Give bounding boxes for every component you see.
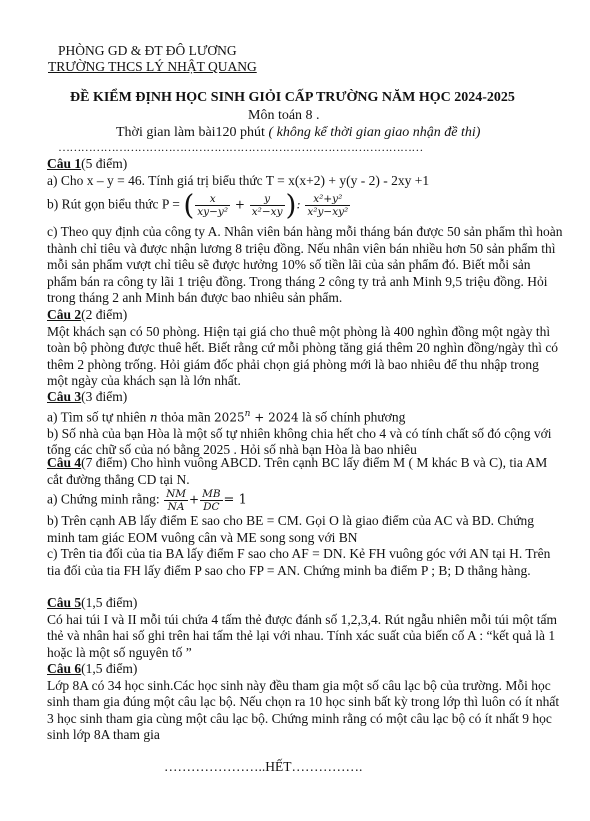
school-name: TRƯỜNG THCS LÝ NHẬT QUANG [48, 59, 257, 74]
plus-sign: + [231, 197, 249, 212]
q2-score: (2 điểm) [81, 307, 128, 322]
q1-part-c [47, 224, 563, 307]
question-5 [47, 595, 563, 661]
q3-a-suffix: là số chính phương [298, 409, 406, 425]
department-name: PHÒNG GD & ĐT ĐÔ LƯƠNG [58, 43, 237, 58]
frac-den: x²−xy [251, 206, 283, 218]
frac-num: MB [202, 488, 221, 500]
q3-a-base: 2025 [214, 410, 245, 425]
q6-text: Lớp 8A có 34 học sinh.Các học sinh này đều tham gia một số câu lạc bộ của trường. Mỗi học sinh tham gia đúng một câu lạc bộ. Nếu chọn ra 10 học sinh bất kỳ trong lớp thì luôn có ít nhất 3 học sinh tham gia cùng một câu lạc bộ. Chứng minh rằng có một câu lạc bộ có ít nhất 9 học sinh lớp 8A tham gia [47, 677, 560, 743]
q4-frac-2 [200, 488, 222, 513]
q2-title: Câu 2 [47, 307, 82, 322]
q1-part-b [47, 188, 351, 222]
q1-score: (5 điểm) [81, 156, 128, 171]
q4-rhs: = 1 [223, 492, 247, 508]
time-note: ( không kể thời gian giao nhận đề thi) [268, 125, 481, 140]
frac-num: NM [166, 488, 187, 500]
frac-den: xy−y² [197, 206, 229, 218]
q4-score: (7 điểm) [81, 455, 128, 470]
q4-part-a [47, 488, 247, 513]
q3-part-b: b) Số nhà của bạn Hòa là một số tự nhiên không chia hết cho 4 và có tính chất số đó cộng với tổng các chữ số của nó bằng 2025 . Hỏi số nhà bạn Hòa là bao nhiêu [47, 425, 552, 458]
q4-part-b: b) Trên cạnh AB lấy điểm E sao cho BE = CM. Gọi O là giao điểm của AC và BD. Chứng minh tam giác EOM vuông cân và ME song song với BN [47, 513, 535, 545]
frac-den: x²y−xy² [307, 206, 349, 218]
question-2 [47, 307, 563, 390]
subject-line: Môn toán 8 . [248, 108, 320, 123]
q4-plus: + [189, 492, 200, 507]
frac-den: DC [203, 501, 220, 513]
q4-part-c: c) Trên tia đối của tia BA lấy điểm F sao cho AF = DN. Kẻ FH vuông góc với AN tại H. Trên tia đối của tia FH lấy điểm P sao cho FP = AN. Chứng minh ba điểm P ; B; D thẳng hàng. [47, 546, 551, 578]
frac-den: NA [167, 501, 185, 513]
separator-dots: …………………………………………………………………………………… [58, 140, 423, 154]
q6-title: Câu 6 [47, 661, 82, 676]
q1-c-text: c) Theo quy định của công ty A. Nhân viên bán hàng mỗi tháng bán được 50 sản phẩm thì hoàn thành chỉ tiêu và được nhận lương 8 triệu đồng. Nếu nhân viên bán nhiều hơn 50 sản phẩm thì mỗi sản phẩm vượt chỉ tiêu sẽ được hưởng 10% số tiền lãi của sản phẩm đó. Biết mỗi sản phẩm bán ra công ty lãi 1 triệu đồng. Trong tháng 2 công ty trả anh Minh 9,5 triệu đồng. Hỏi trong tháng 2 anh Minh bán được bao nhiêu sản phẩm. [47, 224, 563, 306]
q6-score: (1,5 điểm) [81, 661, 138, 676]
q5-text: Có hai túi I và II mỗi túi chứa 4 tấm thẻ được đánh số 1,2,3,4. Rút ngẫu nhiên mỗi túi một tấm thẻ và nhân hai số ghi trên hai tấm thẻ lại với nhau. Tính xác suất của biến cố A : “kết quả là 1 hoặc là một số nguyên tố ” [47, 611, 557, 660]
q4-parts-bc [47, 513, 563, 579]
q3-part-a [47, 406, 563, 426]
q3-score: (3 điểm) [81, 389, 128, 404]
q1-b-prefix: b) Rút gọn biểu thức P = [47, 196, 184, 212]
q1-frac-2 [250, 193, 285, 218]
exam-title: ĐỀ KIỂM ĐỊNH HỌC SINH GIỎI CẤP TRƯỜNG NĂM HỌC 2024-2025 [70, 90, 515, 105]
q4-title: Câu 4 [47, 455, 82, 470]
div-sign: : [296, 197, 305, 212]
frac-num: x [195, 193, 230, 206]
q1-frac-1 [195, 193, 230, 218]
q3-a-var: n [149, 410, 158, 425]
q5-title: Câu 5 [47, 595, 82, 610]
paren-open: ( [183, 188, 195, 222]
q5-score: (1,5 điểm) [81, 595, 138, 610]
frac-num: y [250, 193, 285, 206]
q4-intro: Cho hình vuông ABCD. Trên cạnh BC lấy điểm M ( M khác B và C), tia AM cắt đường thẳng CD tại N. [47, 455, 548, 487]
q1-part-a: a) Cho x – y = 46. Tính giá trị biểu thức T = x(x+2) + y(y - 2) - 2xy +1 [47, 172, 430, 188]
q3-title: Câu 3 [47, 389, 82, 404]
q4-a-prefix: a) Chứng minh rằng: [47, 491, 164, 507]
question-1 [47, 156, 563, 189]
paren-close: ) [285, 188, 297, 222]
q3-a-mid: thỏa mãn [157, 409, 215, 425]
question-3 [47, 389, 563, 459]
time-label: Thời gian làm bài120 phút [116, 125, 269, 140]
q2-text: Một khách sạn có 50 phòng. Hiện tại giá cho thuê một phòng là 400 nghìn đồng một ngày thì toàn bộ phòng được thuê hết. Biết rằng cứ mỗi phòng tăng giá thêm 20 nghìn đồng/ngày thì có thêm 2 phòng trống. Hỏi giám đốc phải chọn giá phòng mới là bao nhiêu để thu nhập trong một ngày của khách sạn là lớn nhất. [47, 323, 559, 389]
q3-a-prefix: a) Tìm số tự nhiên [47, 409, 150, 425]
frac-num: x²+y² [305, 193, 350, 206]
q4-frac-1 [164, 488, 188, 513]
q3-a-rest: + 2024 [250, 410, 299, 425]
time-line [116, 125, 480, 141]
q3-a-exp: n [244, 408, 251, 419]
q1-title: Câu 1 [47, 156, 82, 171]
end-marker: …………………..HẾT……………. [164, 759, 363, 774]
question-6 [47, 661, 563, 744]
question-4 [47, 455, 563, 488]
q1-frac-3 [305, 193, 350, 218]
